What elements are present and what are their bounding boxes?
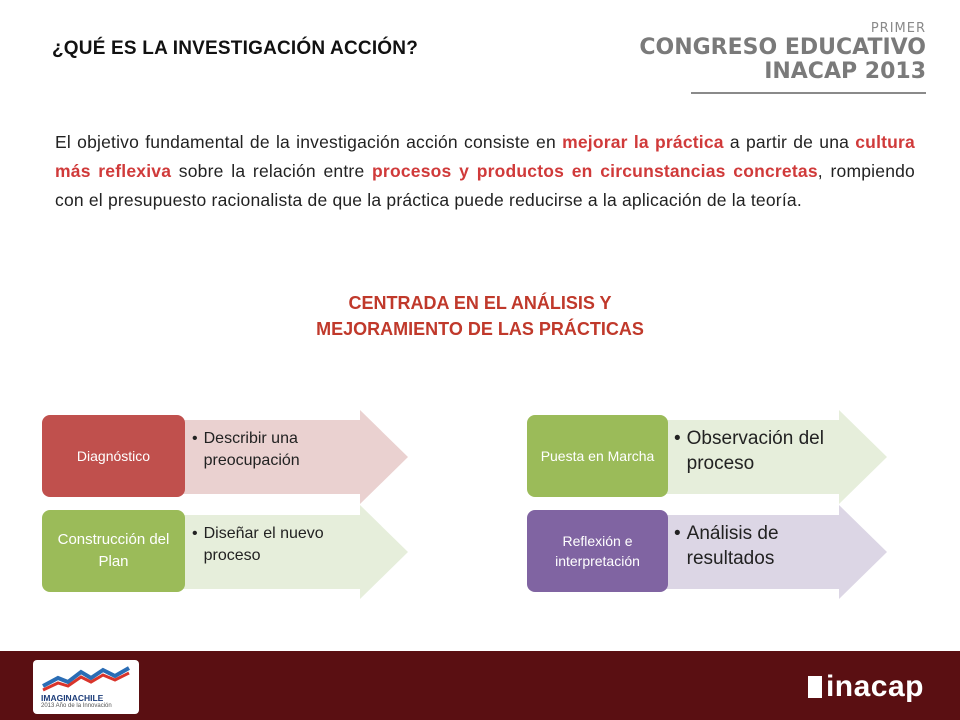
para-highlight: mejorar la práctica: [562, 132, 724, 152]
bullet-dot: •: [192, 430, 198, 447]
bullet-puesta: [674, 426, 834, 476]
inacap-mark-icon: [808, 676, 822, 698]
section-subheading: [240, 290, 720, 342]
bullet-dot: •: [674, 523, 681, 544]
brand-line-congreso: CONGRESO EDUCATIVO: [639, 35, 926, 60]
bullet-dot: •: [674, 428, 681, 449]
para-highlight: procesos y productos en circunstancias concretas: [372, 161, 818, 181]
bullet-dot: •: [192, 525, 198, 542]
intro-paragraph: [55, 128, 915, 215]
para-text: a partir de una: [723, 132, 856, 152]
inacap-logo: [808, 670, 924, 704]
subheading-line: CENTRADA EN EL ANÁLISIS Y: [348, 293, 612, 313]
bullet-text: Describir una preocupación: [203, 430, 300, 469]
imaginachile-subtext: 2013 Año de la Innovación: [41, 703, 112, 709]
para-text: , rompiendo con el presupuesto racionalista de que la práctica puede reducirse a la aplicación de la teoría.: [55, 161, 915, 210]
bullet-reflexion: [674, 521, 834, 571]
subheading-line: MEJORAMIENTO DE LAS PRÁCTICAS: [316, 319, 644, 339]
imaginachile-logo: [33, 660, 139, 714]
bullet-text: Observación del proceso: [686, 428, 824, 474]
bullet-text: Diseñar el nuevo proceso: [203, 525, 324, 564]
step-box-reflexion: Reflexión e interpretación: [527, 510, 668, 592]
para-text: El objetivo fundamental de la investigación acción consiste en: [55, 132, 563, 152]
imaginachile-text: IMAGINACHILE: [41, 693, 104, 703]
brand-line-primer: PRIMER: [870, 21, 926, 36]
step-box-diagnostico: Diagnóstico: [42, 415, 185, 497]
step-box-puesta: Puesta en Marcha: [527, 415, 668, 497]
para-highlight: cultura más reflexiva: [55, 132, 915, 181]
bullet-diagnostico: [192, 428, 352, 472]
para-text: sobre la relación entre: [171, 161, 373, 181]
inacap-logo-text: inacap: [825, 670, 924, 703]
step-box-construccion: Construcción del Plan: [42, 510, 185, 592]
slide-title: ¿QUÉ ES LA INVESTIGACIÓN ACCIÓN?: [52, 38, 419, 59]
congress-logo: [639, 22, 926, 84]
bullet-text: Análisis de resultados: [686, 523, 779, 569]
brand-line-inacap: INACAP 2013: [764, 59, 926, 84]
bullet-construccion: [192, 523, 367, 567]
brand-underline: [691, 92, 926, 94]
